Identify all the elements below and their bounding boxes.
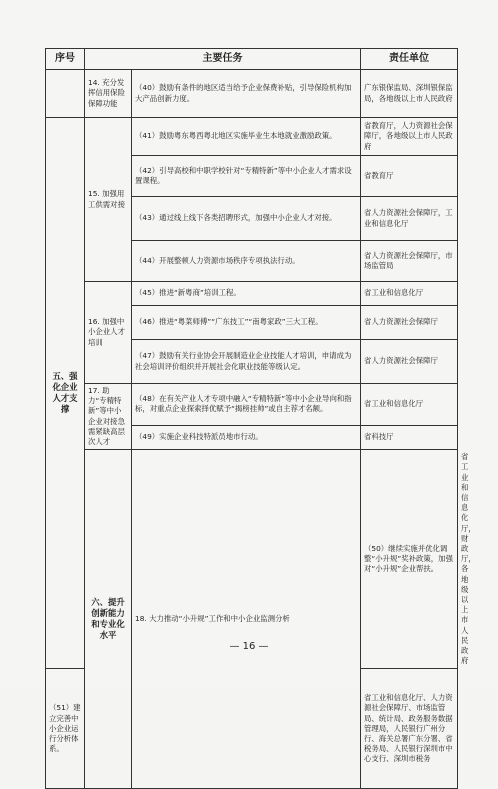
unit-cell: 省教育厅 (361, 156, 458, 197)
subtask-cell: 17. 助力“专精特新”等中小企业对接急需紧缺高层次人才 (85, 384, 132, 450)
task-table (45, 48, 476, 789)
section-cell (46, 70, 85, 118)
header-task: 主要任务 (85, 49, 361, 70)
task-cell: （51）建立完善中小企业运行分析体系。 (46, 669, 85, 789)
section-cell: 五、强化企业人才支撑 (46, 118, 85, 669)
subtask-cell: 18. 大力推动“小升规”工作和中小企业监测分析 (132, 450, 361, 789)
section-cell: 六、提升创新能力和专业化水平 (85, 450, 132, 789)
table-row (46, 282, 458, 306)
unit-cell: 省人力资源社会保障厅 (361, 306, 458, 340)
unit-cell: 省教育厅，人力资源社会保障厅，各地级以上市人民政府 (361, 118, 458, 156)
unit-cell: 省人力资源社会保障厅 (361, 340, 458, 384)
task-cell: （46）推进“粤菜师傅”“广东技工”“南粤家政”三大工程。 (132, 306, 361, 340)
subtask-cell: 16. 加强中小企业人才培训 (85, 282, 132, 384)
unit-cell: 省人力资源社会保障厅，市场监管局 (361, 241, 458, 282)
page-number: — 16 — (229, 641, 269, 652)
task-cell: （41）鼓励粤东粤西粤北地区实施毕业生本地就业激励政策。 (132, 118, 361, 156)
unit-cell: 省工业和信息化厅、人力资源社会保障厅、市场监管局、统计局、政务服务数据管理局，人民银行广州分行、海关总署广东分署、省税务局、人民银行深圳市中心支行、深圳市税务 (361, 669, 458, 789)
task-cell: （42）引导高校和中职学校针对“专精特新”等中小企业人才需求设置课程。 (132, 156, 361, 197)
unit-cell: 省工业和信息化厅 (361, 282, 458, 306)
task-cell: （44）开展整顿人力资源市场秩序专项执法行动。 (132, 241, 361, 282)
task-cell: （50）继续实施并优化调整“小升规”奖补政策，加强对“小升规”企业帮扶。 (361, 450, 458, 669)
task-cell: （40）鼓励有条件的地区适当给予企业保费补贴，引导保险机构加大产品创新力度。 (132, 70, 361, 118)
task-cell: （45）推进“新粤商”培训工程。 (132, 282, 361, 306)
task-cell: （47）鼓励有关行业协会开展制造业企业技能人才培训，申请成为社会培训评价组织并开展社会化职业技能等级认定。 (132, 340, 361, 384)
header-unit: 责任单位 (361, 49, 458, 70)
unit-cell: 省人力资源社会保障厅，工业和信息化厅 (361, 197, 458, 241)
task-cell: （43）通过线上线下各类招聘形式，加强中小企业人才对接。 (132, 197, 361, 241)
subtask-cell: 15. 加强用工供需对接 (85, 118, 132, 282)
table-row: 六、提升创新能力和专业化水平 18. 大力推动“小升规”工作和中小企业监测分析 （50）继续实施并优化调整“小升规”奖补政策，加强对“小升规”企业帮扶。 省工业和信息化厅，财政厅，各地级以上市人民政府 (46, 450, 458, 669)
task-cell: （49）实施企业科技特派员地市行动。 (132, 425, 361, 449)
header-number: 序号 (46, 49, 85, 70)
unit-cell: 省科技厅 (361, 425, 458, 449)
unit-cell: 省工业和信息化厅 (361, 384, 458, 426)
table-header-row (46, 49, 458, 70)
table-row (46, 70, 458, 118)
table-row (46, 118, 458, 156)
table-row (46, 384, 458, 426)
subtask-cell: 14. 充分发挥信用保险保障功能 (85, 70, 132, 118)
task-cell: （48）在有关产业人才专项中融入“专精特新”等中小企业导向和指标，对重点企业探索择优赋予“揭榜挂帅”或自主荐才名额。 (132, 384, 361, 426)
unit-cell: 广东银保监局、深圳银保监局，各地级以上市人民政府 (361, 70, 458, 118)
